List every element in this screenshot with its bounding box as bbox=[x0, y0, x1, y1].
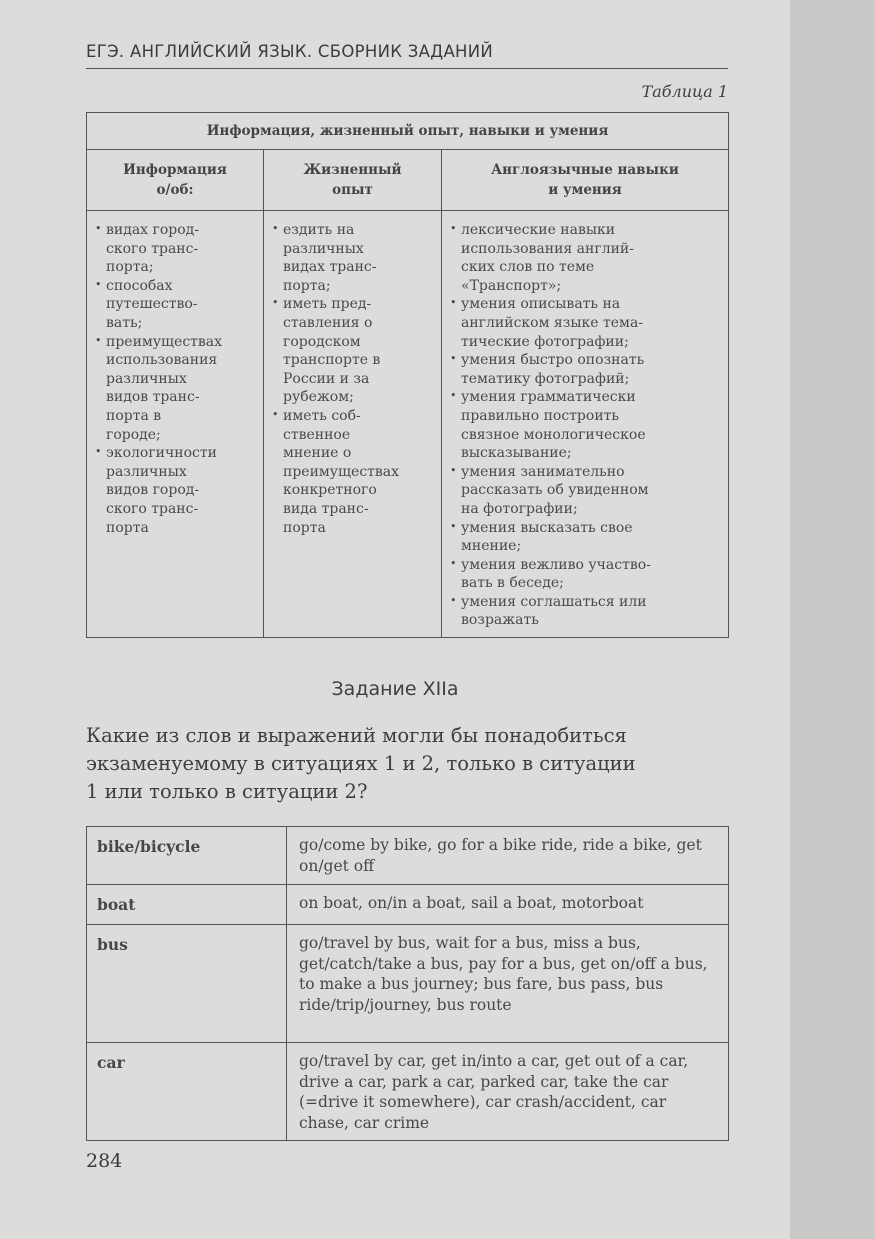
table-row bbox=[87, 925, 729, 1043]
list-item: • экологичности различных видов город- ского транс- порта bbox=[95, 444, 257, 537]
table-caption: Таблица 1 bbox=[641, 82, 728, 101]
experience-list bbox=[272, 221, 435, 537]
english-skills-cell bbox=[442, 211, 729, 638]
vocab-phrases: on boat, on/in a boat, sail a boat, motorboat bbox=[287, 885, 729, 925]
skills-table-top-header-row bbox=[87, 113, 729, 150]
vocab-word: bus bbox=[87, 925, 287, 1043]
information-cell bbox=[87, 211, 264, 638]
list-item: • умения высказать свое мнение; bbox=[450, 519, 722, 556]
experience-cell bbox=[264, 211, 442, 638]
vocab-phrases: go/travel by car, get in/into a car, get out of a car, drive a car, park a car, parked car, take the car (=drive it somewhere), car crash/accident, car chase, car crime bbox=[287, 1043, 729, 1141]
page-number: 284 bbox=[86, 1150, 123, 1172]
english-skills-list bbox=[450, 221, 722, 630]
table-row bbox=[87, 827, 729, 885]
list-item: • ездить на различных видах транс- порта; bbox=[272, 221, 435, 295]
list-item: • умения грамматически правильно построить связное монологическое высказывание; bbox=[450, 388, 722, 462]
list-item: • видах город- ского транс- порта; bbox=[95, 221, 257, 277]
task-instructions: Какие из слов и выражений могли бы понадобиться экзаменуемому в ситуациях 1 и 2, только в ситуации 1 или только в ситуации 2? bbox=[86, 724, 636, 803]
list-item: • преимуществах использования различных видов транс- порта в городе; bbox=[95, 333, 257, 445]
list-item: • умения занимательно рассказать об увиденном на фотографии; bbox=[450, 463, 722, 519]
list-item: • иметь пред- ставления о городском транспорте в России и за рубежом; bbox=[272, 295, 435, 407]
skills-table-column-header-row bbox=[87, 150, 729, 211]
skills-table-body-row bbox=[87, 211, 729, 638]
list-item: • лексические навыки использования англий- ских слов по теме «Транспорт»; bbox=[450, 221, 722, 295]
vocab-word: boat bbox=[87, 885, 287, 925]
table-row bbox=[87, 1043, 729, 1141]
task-title: Задание XIIa bbox=[331, 678, 459, 700]
list-item: • иметь соб- ственное мнение о преимуществах конкретного вида транс- порта bbox=[272, 407, 435, 537]
list-item: • умения описывать на английском языке тема- тические фотографии; bbox=[450, 295, 722, 351]
column-header-information: Информация о/об: bbox=[87, 150, 264, 211]
vocab-word: bike/bicycle bbox=[87, 827, 287, 885]
vocabulary-table bbox=[86, 826, 729, 1141]
list-item: • умения вежливо участво- вать в беседе; bbox=[450, 556, 722, 593]
running-header: ЕГЭ. АНГЛИЙСКИЙ ЯЗЫК. СБОРНИК ЗАДАНИЙ bbox=[86, 42, 494, 61]
skills-table bbox=[86, 112, 729, 638]
skills-table-top-header: Информация, жизненный опыт, навыки и умения bbox=[87, 113, 729, 150]
header-rule bbox=[86, 68, 728, 69]
vocab-phrases: go/come by bike, go for a bike ride, ride a bike, get on/get off bbox=[287, 827, 729, 885]
column-header-english-skills: Англоязычные навыки и умения bbox=[442, 150, 729, 211]
vocab-phrases: go/travel by bus, wait for a bus, miss a bus, get/catch/take a bus, pay for a bus, get on/off a bus, to make a bus journey; bus fare, bus pass, bus ride/trip/journey, bus route bbox=[287, 925, 729, 1043]
column-header-experience: Жизненный опыт bbox=[264, 150, 442, 211]
vocab-word: car bbox=[87, 1043, 287, 1141]
list-item: • умения быстро опознать тематику фотографий; bbox=[450, 351, 722, 388]
list-item: • умения соглашаться или возражать bbox=[450, 593, 722, 630]
information-list bbox=[95, 221, 257, 537]
list-item: • способах путешество- вать; bbox=[95, 277, 257, 333]
table-row bbox=[87, 885, 729, 925]
